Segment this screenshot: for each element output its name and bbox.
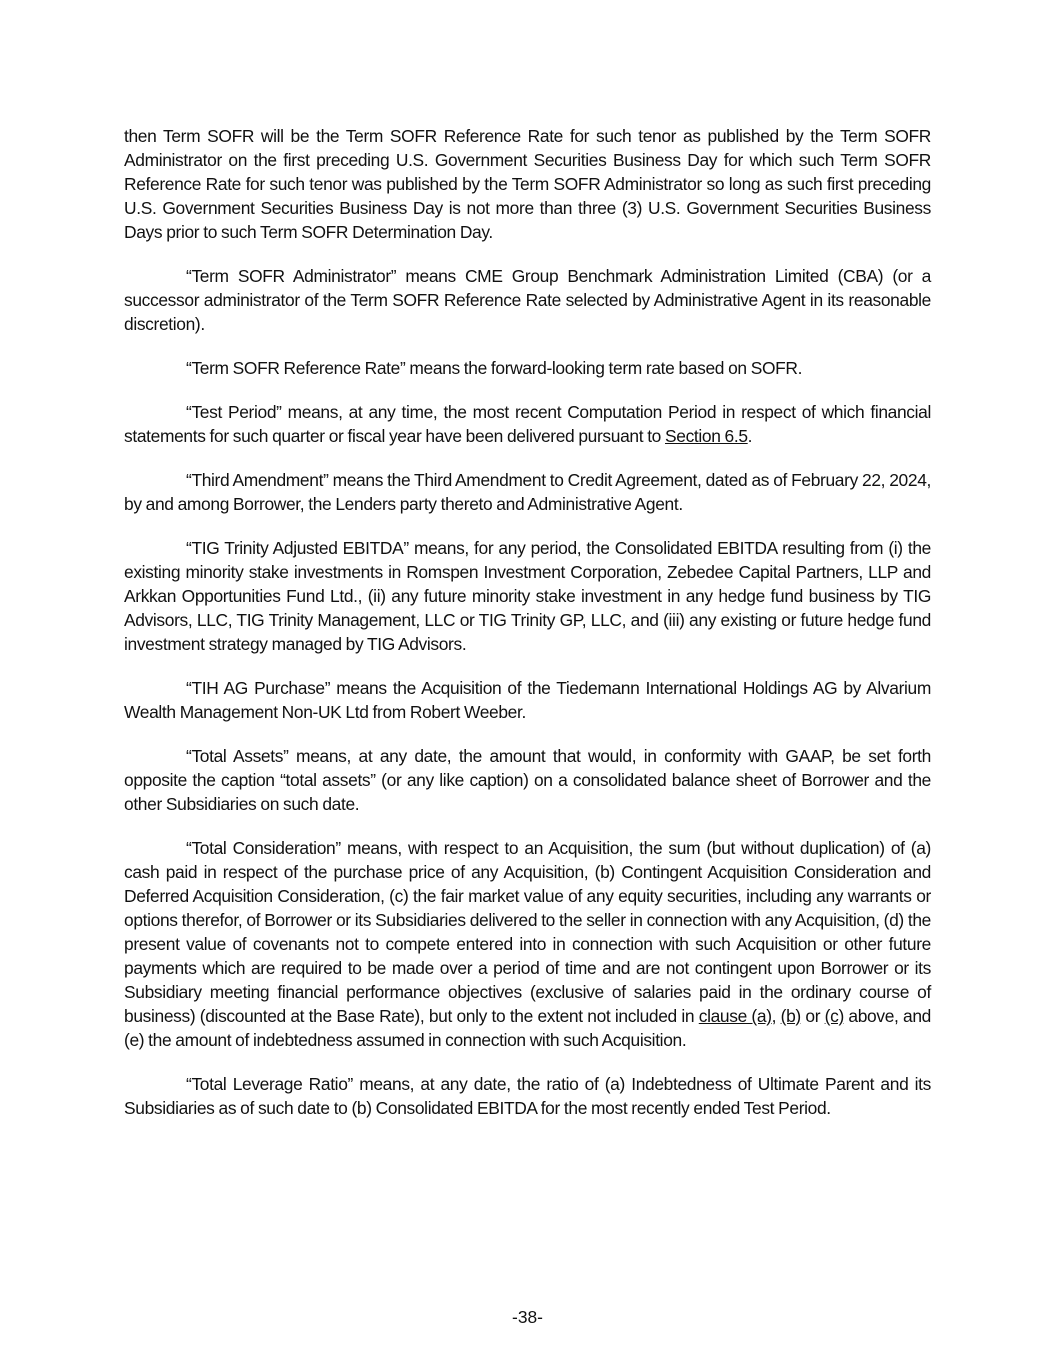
- definition-total-consideration: [124, 836, 931, 1052]
- definition-text: above, and (e) the amount of indebtedness assumed in connection with such Acquisition.: [124, 1006, 931, 1050]
- document-page: [124, 124, 931, 1140]
- separator-text: or: [800, 1006, 825, 1026]
- definition-term-sofr-reference-rate: “Term SOFR Reference Rate” means the forward-looking term rate based on SOFR.: [186, 358, 803, 378]
- clause-c-reference-link[interactable]: (c): [824, 1006, 844, 1026]
- clause-b-reference-link[interactable]: (b): [780, 1006, 801, 1026]
- definition-tih-ag-purchase: “TIH AG Purchase” means the Acquisition of the Tiedemann International Holdings AG by Alvarium Wealth Management Non-UK Ltd from Robert Weeber.: [124, 678, 931, 722]
- definition-test-period: [124, 400, 931, 448]
- section-reference-link[interactable]: Section 6.5: [665, 426, 748, 446]
- definition-total-leverage-ratio: “Total Leverage Ratio” means, at any date, the ratio of (a) Indebtedness of Ultimate Parent and its Subsidiaries as of such date to (b) Consolidated EBITDA for the most recently ended Test Period.: [124, 1074, 931, 1118]
- separator-text: ,: [771, 1006, 781, 1026]
- definition-tig-trinity-adjusted-ebitda: “TIG Trinity Adjusted EBITDA” means, for any period, the Consolidated EBITDA resulting from (i) the existing minority stake investments in Romspen Investment Corporation, Zebedee Capital Partners, LLP and Arkkan Opportunities Fund Ltd., (ii) any future minority stake investment in any hedge fund business by TIG Advisors, LLC, TIG Trinity Management, LLC or TIG Trinity GP, LLC, and (iii) any existing or future hedge fund investment strategy managed by TIG Advisors.: [124, 538, 931, 654]
- definition-text: .: [747, 426, 753, 446]
- page-number: -38-: [512, 1307, 543, 1327]
- definition-total-assets: “Total Assets” means, at any date, the amount that would, in conformity with GAAP, be set forth opposite the caption “total assets” (or any like caption) on a consolidated balance sheet of Borrower and the other Subsidiaries on such date.: [124, 746, 931, 814]
- definition-third-amendment: “Third Amendment” means the Third Amendment to Credit Agreement, dated as of February 22, 2024, by and among Borrower, the Lenders party thereto and Administrative Agent.: [124, 470, 931, 514]
- clause-a-reference-link[interactable]: clause (a): [698, 1006, 772, 1026]
- paragraph-term-sofr-continued: then Term SOFR will be the Term SOFR Reference Rate for such tenor as published by the Term SOFR Administrator on the first preceding U.S. Government Securities Business Day for which such Term SOFR Reference Rate for such tenor was published by the Term SOFR Administrator so long as such first preceding U.S. Government Securities Business Day is not more than three (3) U.S. Government Securities Business Days prior to such Term SOFR Determination Day.: [124, 126, 931, 242]
- definition-text: “Total Consideration” means, with respect to an Acquisition, the sum (but without duplication) of (a) cash paid in respect of the purchase price of any Acquisition, (b) Contingent Acquisition Consideration and Deferred Acquisition Consideration, (c) the fair market value of any equity securities, including any warrants or options therefor, of Borrower or its Subsidiaries delivered to the seller in connection with any Acquisition, (d) the present value of covenants not to compete entered into in connection with such Acquisition or other future payments which are required to be made over a period of time and are not contingent upon Borrower or its Subsidiary meeting financial performance objectives (exclusive of salaries paid in the ordinary course of business) (discounted at the Base Rate), but only to the extent not included in: [124, 838, 931, 1026]
- definition-text: “Test Period” means, at any time, the most recent Computation Period in respect of which financial statements for such quarter or fiscal year have been delivered pursuant to: [124, 402, 931, 446]
- definition-term-sofr-administrator: “Term SOFR Administrator” means CME Group Benchmark Administration Limited (CBA) (or a successor administrator of the Term SOFR Reference Rate selected by Administrative Agent in its reasonable discretion).: [124, 266, 931, 334]
